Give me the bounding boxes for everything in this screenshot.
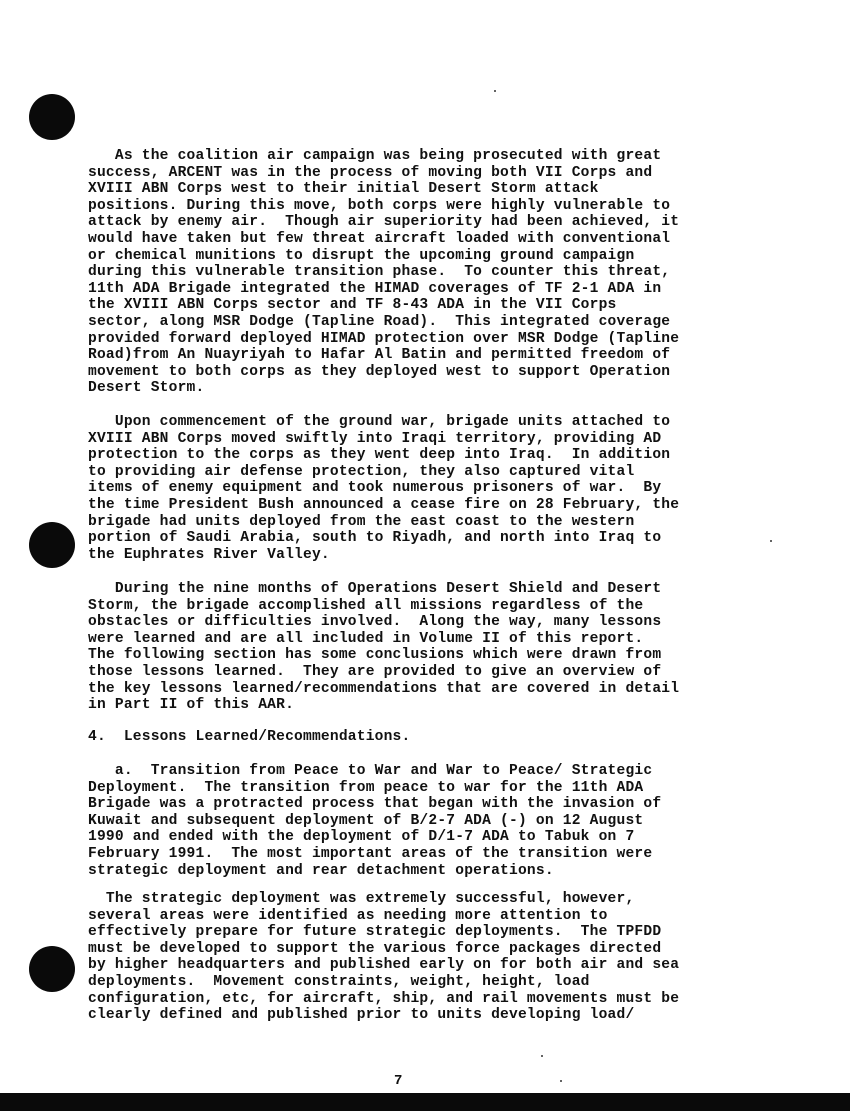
text-line: by higher headquarters and published early on for both air and sea [88,957,680,974]
text-line: The strategic deployment was extremely successful, however, [88,891,635,907]
text-line: 11th ADA Brigade integrated the HIMAD coverages of TF 2-1 ADA in [88,280,662,297]
text-line: sector, along MSR Dodge (Tapline Road). This integrated coverage [88,313,671,330]
binder-hole-middle [29,522,75,568]
text-line: a. Transition from Peace to War and War to Peace/ Strategic [88,763,653,779]
text-line: items of enemy equipment and took numerous prisoners of war. By [88,480,662,497]
text-line: Road)from An Nuayriyah to Hafar Al Batin and permitted freedom of [88,347,671,364]
scan-speck [560,1080,562,1082]
text-line: configuration, etc, for aircraft, ship, and rail movements must be [88,990,680,1007]
text-line: attack by enemy air. Though air superiority had been achieved, it [88,214,680,231]
paragraph-ground-war [88,414,679,563]
text-line: during this vulnerable transition phase. To counter this threat, [88,264,671,281]
text-line: 1990 and ended with the deployment of D/1-7 ADA to Tabuk on 7 [88,829,635,846]
text-line: or chemical munitions to disrupt the upcoming ground campaign [88,247,635,264]
text-line: must be developed to support the various force packages directed [88,940,662,957]
text-line: Storm, the brigade accomplished all missions regardless of the [88,597,644,614]
scan-border-bottom [0,1093,850,1111]
text-line: effectively prepare for future strategic deployments. The TPFDD [88,924,662,941]
text-line: Deployment. The transition from peace to war for the 11th ADA [88,779,644,796]
text-line: Upon commencement of the ground war, brigade units attached to [88,414,671,430]
scan-speck [541,1055,543,1057]
text-line: Kuwait and subsequent deployment of B/2-7 ADA (-) on 12 August [88,812,644,829]
paragraph-nine-months [88,581,679,714]
text-line: XVIII ABN Corps west to their initial Desert Storm attack [88,181,599,198]
text-line: the XVIII ABN Corps sector and TF 8-43 ADA in the VII Corps [88,297,617,314]
text-line: protection to the corps as they went deep into Iraq. In addition [88,447,671,464]
text-line: As the coalition air campaign was being prosecuted with great [88,148,662,164]
text-line: February 1991. The most important areas of the transition were [88,845,653,862]
paragraph-air-campaign [88,148,679,397]
text-line: Brigade was a protracted process that began with the invasion of [88,796,662,813]
text-line: those lessons learned. They are provided to give an overview of [88,663,662,680]
text-line: During the nine months of Operations Desert Shield and Desert [88,581,662,597]
scan-speck [770,540,772,542]
text-line: the Euphrates River Valley. [88,546,330,563]
text-line: would have taken but few threat aircraft loaded with conventional [88,230,671,247]
text-line: the key lessons learned/recommendations that are covered in detail [88,680,680,697]
text-line: portion of Saudi Arabia, south to Riyadh, and north into Iraq to [88,530,662,547]
binder-hole-top [29,94,75,140]
text-line: provided forward deployed HIMAD protection over MSR Dodge (Tapline [88,330,680,347]
text-line: clearly defined and published prior to units developing load/ [88,1007,635,1024]
text-line: several areas were identified as needing more attention to [88,907,608,924]
text-line: XVIII ABN Corps moved swiftly into Iraqi territory, providing AD [88,430,662,447]
text-line: in Part II of this AAR. [88,697,295,714]
text-line: deployments. Movement constraints, weight, height, load [88,973,590,990]
paragraph-strategic-deployment [88,891,679,1024]
text-line: Desert Storm. [88,380,205,397]
text-line: strategic deployment and rear detachment operations. [88,862,554,879]
text-line: were learned and are all included in Volume II of this report. [88,630,644,647]
text-line: success, ARCENT was in the process of moving both VII Corps and [88,164,653,181]
text-line: The following section has some conclusions which were drawn from [88,647,662,664]
text-line: positions. During this move, both corps were highly vulnerable to [88,197,671,214]
text-line: obstacles or difficulties involved. Along the way, many lessons [88,614,662,631]
section-heading: 4. Lessons Learned/Recommendations. [88,729,411,745]
scan-speck [494,90,496,92]
text-line: to providing air defense protection, they also captured vital [88,463,635,480]
text-line: movement to both corps as they deployed west to support Operation [88,363,671,380]
binder-hole-bottom [29,946,75,992]
page-number: 7 [394,1073,403,1089]
text-line: brigade had units deployed from the east coast to the western [88,513,635,530]
paragraph-transition [88,763,661,879]
text-line: the time President Bush announced a cease fire on 28 February, the [88,496,680,513]
